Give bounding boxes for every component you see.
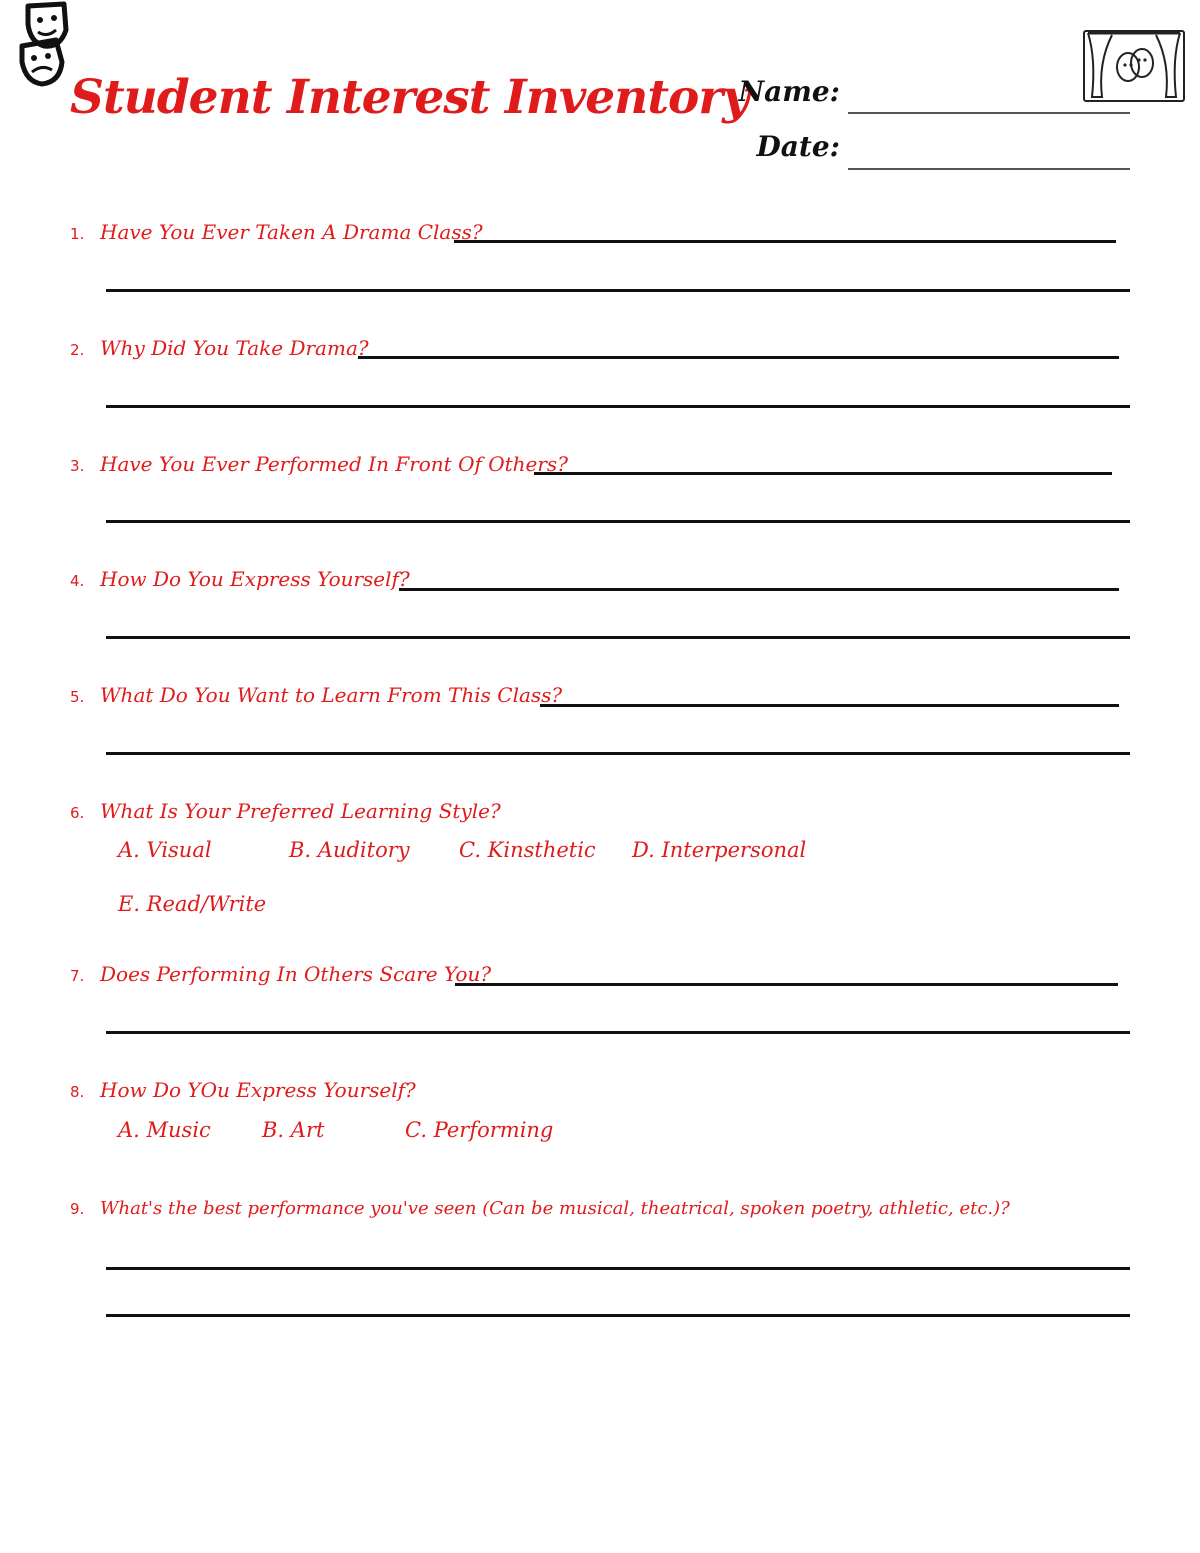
- date-label: Date:: [756, 130, 840, 163]
- answer-line[interactable]: [106, 1267, 1130, 1270]
- answer-line[interactable]: [106, 405, 1130, 408]
- answer-line[interactable]: [455, 983, 1118, 986]
- question-8: [70, 1078, 416, 1102]
- question-text: Does Performing In Others Scare You?: [100, 962, 492, 986]
- answer-line[interactable]: [540, 704, 1119, 707]
- answer-line[interactable]: [106, 289, 1130, 292]
- question-text: What Do You Want to Learn From This Class?: [100, 683, 563, 707]
- option-auditory[interactable]: B. Auditory: [289, 838, 410, 862]
- question-1: [70, 220, 483, 244]
- name-field[interactable]: [848, 112, 1130, 114]
- question-number: 3.: [70, 457, 85, 475]
- answer-line[interactable]: [106, 752, 1130, 755]
- question-number: 8.: [70, 1083, 85, 1101]
- answer-line[interactable]: [106, 1314, 1130, 1317]
- question-text: How Do YOu Express Yourself?: [100, 1078, 416, 1102]
- answer-line[interactable]: [358, 356, 1119, 359]
- question-7: [70, 962, 491, 986]
- option-interpersonal[interactable]: D. Interpersonal: [632, 838, 807, 862]
- answer-line[interactable]: [106, 520, 1130, 523]
- answer-line[interactable]: [534, 472, 1112, 475]
- question-text: Why Did You Take Drama?: [100, 336, 369, 360]
- question-2: [70, 336, 369, 360]
- answer-line[interactable]: [106, 1031, 1130, 1034]
- answer-line[interactable]: [454, 240, 1116, 243]
- question-number: 4.: [70, 572, 85, 590]
- question-number: 6.: [70, 804, 85, 822]
- name-label: Name:: [738, 75, 840, 108]
- answer-line[interactable]: [399, 588, 1119, 591]
- option-visual[interactable]: A. Visual: [118, 838, 212, 862]
- question-4: [70, 567, 410, 591]
- question-number: 1.: [70, 225, 85, 243]
- date-field[interactable]: [848, 168, 1130, 170]
- question-3: [70, 452, 568, 476]
- question-number: 7.: [70, 967, 85, 985]
- question-text: Have You Ever Performed In Front Of Others?: [100, 452, 568, 476]
- question-text: What's the best performance you've seen (Can be musical, theatrical, spoken poetry, athletic, etc.)?: [100, 1198, 1010, 1219]
- option-kinsthetic[interactable]: C. Kinsthetic: [459, 838, 596, 862]
- question-text: How Do You Express Yourself?: [100, 567, 410, 591]
- option-read-write[interactable]: E. Read/Write: [118, 892, 267, 916]
- question-9: [70, 1198, 1010, 1219]
- theater-masks-icon: [14, 0, 76, 88]
- option-performing[interactable]: C. Performing: [405, 1118, 554, 1142]
- question-number: 2.: [70, 341, 85, 359]
- question-number: 9.: [70, 1200, 85, 1218]
- question-text: Have You Ever Taken A Drama Class?: [100, 220, 483, 244]
- option-music[interactable]: A. Music: [118, 1118, 211, 1142]
- question-text: What Is Your Preferred Learning Style?: [100, 799, 501, 823]
- option-art[interactable]: B. Art: [262, 1118, 325, 1142]
- stage-curtain-masks-icon: [1082, 29, 1186, 103]
- answer-line[interactable]: [106, 636, 1130, 639]
- page-title: Student Interest Inventory: [70, 70, 749, 125]
- question-6: [70, 799, 501, 823]
- question-5: [70, 683, 562, 707]
- question-number: 5.: [70, 688, 85, 706]
